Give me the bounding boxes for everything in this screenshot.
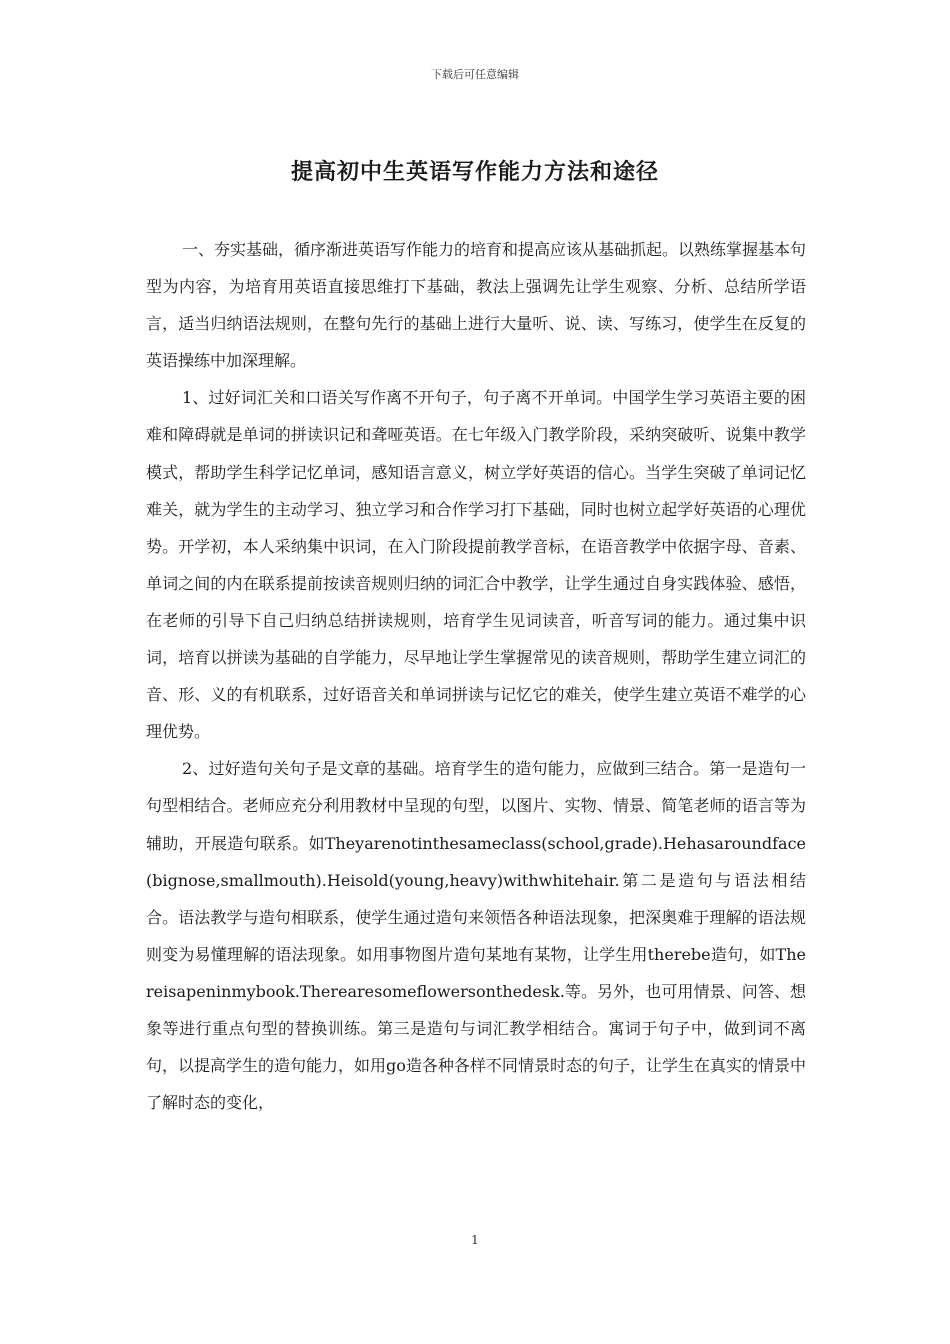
page-header-note: 下载后可任意编辑 bbox=[431, 68, 519, 81]
document-title: 提高初中生英语写作能力方法和途径 bbox=[290, 159, 659, 185]
paragraph-sentence-building: 2、过好造句关句子是文章的基础。培育学生的造句能力，应做到三结合。第一是造句一句型相结合。老师应充分利用教材中呈现的句型，以图片、实物、情景、简笔老师的语言等为辅助，开展造句联系。如Theyarenotinthesameclass(school,grade).Hehasaroundface(bignose,smallmouth).Heisold(young,heavy)withwhitehair.第二是造句与语法相结合。语法教学与造句相联系，使学生通过造句来领悟各种语法现象，把深奥难于理解的语法规则变为易懂理解的语法现象。如用事物图片造句某地有某物，让学生用therebe造句，如Thereisapeninmybook.Therearesomeflowersonthedesk.等。另外，也可用情景、问答、想象等进行重点句型的替换训练。第三是造句与词汇教学相结合。寓词于句子中，做到词不离句，以提高学生的造句能力，如用go造各种各样不同情景时态的句子，让学生在真实的情景中了解时态的变化， bbox=[146, 759, 806, 1113]
page-number: 1 bbox=[471, 1233, 479, 1247]
paragraph-foundation: 一、夯实基础，循序渐进英语写作能力的培育和提高应该从基础抓起。以熟练掌握基本句型为内容，为培育用英语直接思维打下基础，教法上强调先让学生观察、分析、总结所学语言，适当归纳语法规则，在整句先行的基础上进行大量听、说、读、写练习，使学生在反复的英语操练中加深理解。 bbox=[146, 240, 807, 371]
paragraph-vocabulary: 1、过好词汇关和口语关写作离不开句子，句子离不开单词。中国学生学习英语主要的困难和障碍就是单词的拼读识记和聋哑英语。在七年级入门教学阶段，采纳突破听、说集中教学模式，帮助学生科学记忆单词，感知语言意义，树立学好英语的信心。当学生突破了单词记忆难关，就为学生的主动学习、独立学习和合作学习打下基础，同时也树立起学好英语的心理优势。开学初，本人采纳集中识词，在入门阶段提前教学音标，在语音教学中依据字母、音素、单词之间的内在联系提前按读音规则归纳的词汇合中教学，让学生通过自身实践体验、感悟，在老师的引导下自己归纳总结拼读规则，培育学生见词读音，听音写词的能力。通过集中识词，培育以拼读为基础的自学能力，尽早地让学生掌握常见的读音规则，帮助学生建立词汇的音、形、义的有机联系，过好语音关和单词拼读与记忆它的难关，使学生建立英语不难学的心理优势。 bbox=[146, 388, 806, 742]
document-body bbox=[146, 231, 806, 1121]
